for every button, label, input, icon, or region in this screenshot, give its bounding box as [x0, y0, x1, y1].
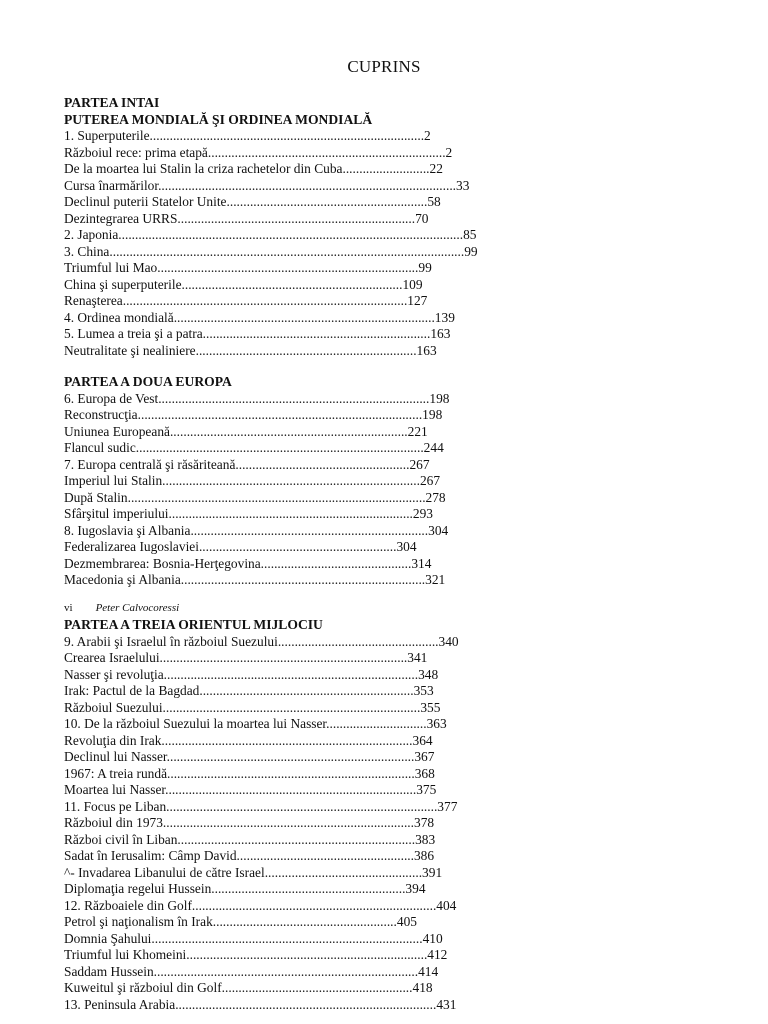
- toc-entry: Saddam Hussein...............................................................................414: [64, 963, 439, 979]
- toc-entry: Imperiul lui Stalin.............................................................................267: [64, 473, 441, 488]
- toc-section-part-one: [64, 95, 478, 359]
- toc-entry: Reconstrucţia.....................................................................................198: [64, 407, 443, 422]
- toc-entry: Dezmembrarea: Bosnia-Herţegovina.............................................314: [64, 555, 432, 571]
- toc-entry: Irak: Pactul de la Bagdad................................................................353: [64, 683, 434, 698]
- toc-entry: De la moartea lui Stalin la criza rachetelor din Cuba..........................22: [64, 161, 443, 176]
- toc-entry: 9. Arabii şi Israelul în războiul Suezului................................................340: [64, 633, 459, 649]
- toc-entry: 4. Ordinea mondială..............................................................................139: [64, 309, 455, 325]
- toc-entry: 2. Japonia.......................................................................................................85: [64, 227, 477, 242]
- toc-entry: 7. Europa centrală şi răsăriteană....................................................267: [64, 456, 430, 472]
- toc-entry: Kuweitul şi războiul din Golf.........................................................418: [64, 980, 433, 995]
- toc-entry: 13. Peninsula Arabia..............................................................................431: [64, 996, 457, 1012]
- toc-entry: Triumful lui Mao..............................................................................99: [64, 260, 432, 275]
- toc-entry: Macedonia şi Albania.........................................................................321: [64, 572, 446, 587]
- toc-entry: Declinul puterii Statelor Unite............................................................58: [64, 194, 441, 209]
- toc-entry: Nasser şi revoluţia............................................................................348: [64, 666, 439, 682]
- toc-entry: Războiul rece: prima etapă.......................................................................2: [64, 144, 453, 160]
- toc-entry: 6. Europa de Vest.................................................................................198: [64, 390, 450, 406]
- toc-entry: ^- Invadarea Libanului de către Israel...............................................391: [64, 864, 443, 880]
- toc-entry: Renaşterea.....................................................................................127: [64, 293, 428, 308]
- toc-section-part-three: [64, 617, 459, 1013]
- toc-entry: Neutralitate şi nealiniere..................................................................163: [64, 342, 437, 358]
- toc-entry: 1967: A treia rundă..........................................................................368: [64, 765, 435, 781]
- running-header: [64, 601, 179, 615]
- section-subheading: PUTEREA MONDIALĂ ŞI ORDINEA MONDIALĂ: [64, 111, 373, 127]
- toc-entry-list: [64, 391, 449, 589]
- toc-entry: Sadat în Ierusalim: Câmp David.....................................................386: [64, 848, 435, 863]
- toc-entry: Sfârşitul imperiului.........................................................................293: [64, 506, 433, 521]
- running-header-author: Peter Calvocoressi: [95, 602, 180, 614]
- toc-section-part-two: [64, 374, 449, 589]
- toc-entry: Războiul din 1973...........................................................................378: [64, 815, 435, 830]
- toc-entry-list: [64, 128, 478, 359]
- toc-entry: 8. Iugoslavia şi Albania.......................................................................304: [64, 522, 449, 538]
- toc-entry: Declinul lui Nasser..........................................................................367: [64, 749, 435, 764]
- toc-entry: 12. Războaiele din Golf.........................................................................404: [64, 897, 457, 913]
- section-heading: PARTEA A DOUA EUROPA: [64, 374, 232, 389]
- toc-entry: Flancul sudic......................................................................................244: [64, 440, 444, 455]
- toc-entry: China şi superputerile..................................................................109: [64, 276, 423, 292]
- section-heading: PARTEA A TREIA ORIENTUL MIJLOCIU: [64, 617, 323, 632]
- toc-entry: 3. China..........................................................................................................99: [64, 243, 478, 259]
- toc-entry: 11. Focus pe Liban.................................................................................377: [64, 798, 458, 814]
- toc-entry: Federalizarea Iugoslaviei...........................................................304: [64, 539, 417, 554]
- toc-entry: Uniunea Europeană.......................................................................221: [64, 423, 428, 439]
- toc-entry: Războiul Suezului.............................................................................355: [64, 699, 441, 715]
- toc-entry: Cursa înarmărilor.........................................................................................33: [64, 177, 470, 193]
- toc-entry: După Stalin.........................................................................................278: [64, 489, 446, 505]
- toc-entry: Revoluţia din Irak...........................................................................364: [64, 732, 433, 748]
- toc-entry: Triumful lui Khomeini........................................................................412: [64, 947, 448, 962]
- page-number: vi: [64, 602, 73, 614]
- toc-entry: Război civil în Liban.......................................................................383: [64, 831, 436, 847]
- toc-entry: 10. De la războiul Suezului la moartea lui Nasser..............................363: [64, 716, 447, 731]
- toc-entry: Moartea lui Nasser...........................................................................375: [64, 782, 437, 797]
- toc-entry: Petrol şi naţionalism în Irak.......................................................405: [64, 914, 417, 929]
- section-heading: PARTEA INTAI: [64, 95, 160, 110]
- toc-entry: 1. Superputerile..................................................................................2: [64, 128, 431, 143]
- toc-entry: Diplomaţia regelui Hussein..........................................................394: [64, 881, 426, 896]
- toc-entry: Dezintegrarea URRS.......................................................................70: [64, 210, 429, 226]
- toc-entry: 5. Lumea a treia şi a patra....................................................................163: [64, 326, 451, 341]
- toc-entry-list: [64, 634, 459, 1014]
- toc-entry: Domnia Şahului.................................................................................410: [64, 930, 443, 946]
- toc-entry: Crearea Israelului..........................................................................341: [64, 650, 428, 665]
- page-title: CUPRINS: [347, 57, 421, 76]
